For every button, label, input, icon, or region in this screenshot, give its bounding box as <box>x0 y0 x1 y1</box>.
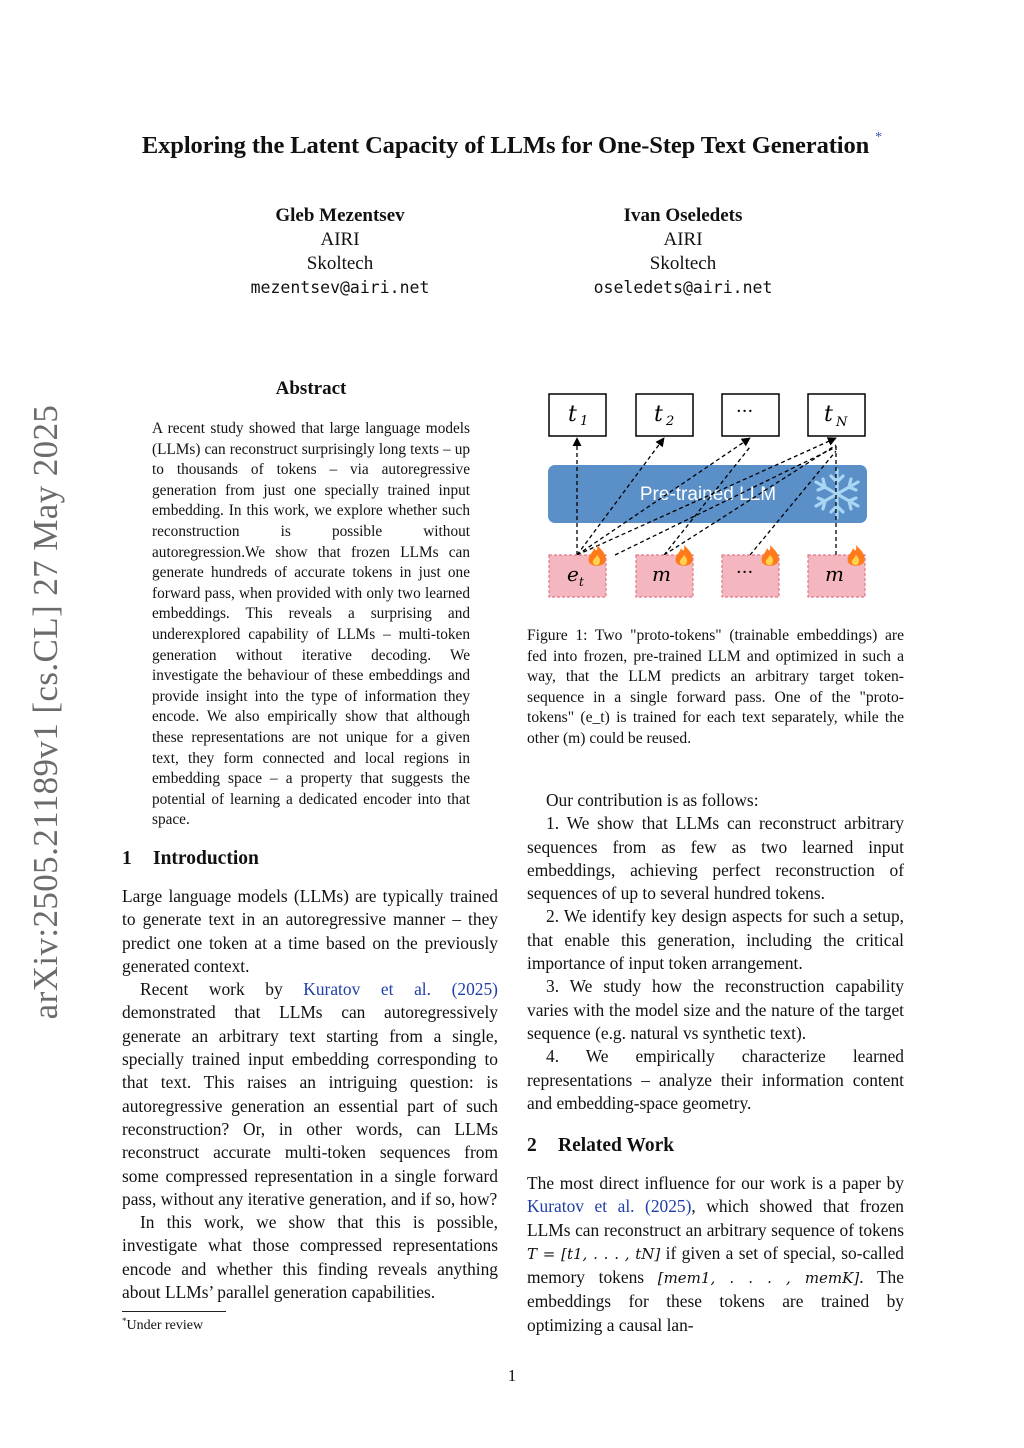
section-number: 1 <box>122 848 132 869</box>
svg-text:t: t <box>579 575 584 589</box>
footnote: *Under review <box>122 1316 204 1333</box>
contribution-item: 2. We identify key design aspects for such a setup, that enable this generation, including the critical importance of input token arrangement. <box>527 906 904 974</box>
citation-link[interactable]: Kuratov et al. <box>303 979 431 1000</box>
section-title: Introduction <box>153 848 259 869</box>
author-affiliation: AIRI <box>663 229 703 250</box>
contribution-item: 3. We study how the reconstruction capability varies with the model size and the nature of the target sequence (e.g. natural vs synthetic text). <box>527 976 904 1043</box>
citation-year-link[interactable]: (2025) <box>451 979 498 1000</box>
svg-text:t: t <box>654 402 663 427</box>
page-number: 1 <box>507 1366 517 1385</box>
svg-text:m: m <box>652 562 671 586</box>
svg-text:2: 2 <box>666 414 675 429</box>
introduction-body <box>122 885 498 1304</box>
contribution-item: 4. We empirically characterize learned representations – analyze their information content and embedding-space geometry. <box>527 1046 904 1113</box>
svg-text:t: t <box>824 402 833 427</box>
author-block-1 <box>190 204 490 300</box>
paragraph: Recent work by Kuratov et al. (2025) demonstrated that LLMs can autoregressively generate an arbitrary text starting from a single, specially trained input embedding corresponding to that text. This raises an intriguing question: is autoregressive generation an essential part of such reconstruction? Or, in other words, can LLMs reconstruct accurate multi-token sequences from some compressed representation in a single forward pass, without any iterative generation, and if so, how? <box>122 979 498 1209</box>
output-token-ellipsis <box>722 394 779 436</box>
section-heading-introduction <box>122 848 259 870</box>
citation-link[interactable]: Kuratov et al. <box>527 1196 635 1217</box>
contribution-item: 1. We show that LLMs can reconstruct arbitrary sequences from as few as two learned input embeddings, achieving perfect reconstruction of sequences of up to several hundred tokens. <box>527 813 904 904</box>
author-email[interactable]: mezentsev@airi.net <box>250 278 430 297</box>
section-heading-related-work <box>527 1135 674 1157</box>
citation-year-link[interactable]: (2025) <box>645 1196 692 1217</box>
arxiv-stamp: arXiv:2505.21189v1 [cs.CL] 27 May 2025 <box>26 404 65 1020</box>
svg-text:···: ··· <box>736 562 754 583</box>
fire-icon <box>848 545 865 566</box>
svg-text:Pre-trained LLM: Pre-trained LLM <box>639 484 777 505</box>
svg-text:···: ··· <box>736 401 754 422</box>
contributions-intro: Our contribution is as follows: <box>546 790 759 810</box>
paragraph: Large language models (LLMs) are typically trained to generate text in an autoregressive manner – they predict one token at a time based on the previously generated context. <box>122 886 498 976</box>
author-affiliation: Skoltech <box>306 253 374 274</box>
author-affiliation: AIRI <box>320 229 360 250</box>
svg-text:N: N <box>836 415 848 430</box>
fire-icon <box>762 545 779 566</box>
title-footnote-mark[interactable]: * <box>875 130 883 145</box>
paragraph: The most direct influence for our work is a paper by Kuratov et al. (2025), which showed that frozen LLMs can reconstruct an arbitrary sequence of tokens T = [t1, . . . , tN] if given a set of special, so-called memory tokens [mem1, . . . , memK]. The embeddings for these tokens are trained by optimizing a causal lan- <box>527 1173 904 1335</box>
author-block-2 <box>533 204 833 300</box>
output-token-tN <box>808 394 865 436</box>
section-title: Related Work <box>558 1135 675 1156</box>
author-name: Gleb Mezentsev <box>275 205 405 226</box>
svg-text:e: e <box>567 562 579 586</box>
author-email[interactable]: oseledets@airi.net <box>593 278 773 297</box>
footnote-rule <box>122 1311 226 1312</box>
figure-1-diagram <box>540 385 880 605</box>
svg-text:t: t <box>568 402 577 427</box>
paragraph: In this work, we show that this is possible, investigate what those compressed representations encode and whether this finding reveals anything about LLMs’ parallel generation capabilities. <box>122 1212 498 1303</box>
figure-1-caption: Figure 1: Two "proto-tokens" (trainable embeddings) are fed into frozen, pre-trained LLM and optimized in such a way, that the LLM predicts an arbitrary target token-sequence in a single forward pass. One of the "proto-tokens" (e_t) is trained for each text separately, while the other (m) could be reused. <box>527 627 904 747</box>
related-work-body <box>527 1172 904 1337</box>
output-token-t2 <box>636 394 693 436</box>
contributions-list <box>527 789 904 1115</box>
abstract-heading: Abstract <box>275 378 347 399</box>
fire-icon <box>676 545 693 566</box>
abstract-text: A recent study showed that large language models (LLMs) can reconstruct surprisingly long texts – up to thousands of tokens – via autoregressive generation from just one specially trained input embedding. In this work, we explore whether such reconstruction is possible without autoregression.We show that frozen LLMs can generate hundreds of accurate tokens in just one forward pass, when provided with only two learned embeddings. This reveals a surprising and underexplored capability of LLMs – multi-token generation without iterative decoding. We investigate the behaviour of these embeddings and provide insight into the type of information they encode. We also empirically show that although these representations are not unique for a given text, they form connected and local regions in embedding space – a property that suggests the potential of learning a dedicated encoder into that space. <box>152 420 470 829</box>
math-inline: [mem1, . . . , memK] <box>657 1269 860 1288</box>
svg-text:m: m <box>825 562 844 586</box>
author-affiliation: Skoltech <box>649 253 717 274</box>
paper-title: Exploring the Latent Capacity of LLMs for One-Step Text Generation * <box>141 130 883 159</box>
pretrained-llm-block <box>548 465 867 523</box>
author-name: Ivan Oseledets <box>623 205 743 226</box>
output-token-t1 <box>549 394 606 436</box>
math-inline: T = [t1, . . . , tN] <box>527 1244 661 1263</box>
section-number: 2 <box>527 1135 537 1156</box>
svg-text:1: 1 <box>580 414 589 429</box>
